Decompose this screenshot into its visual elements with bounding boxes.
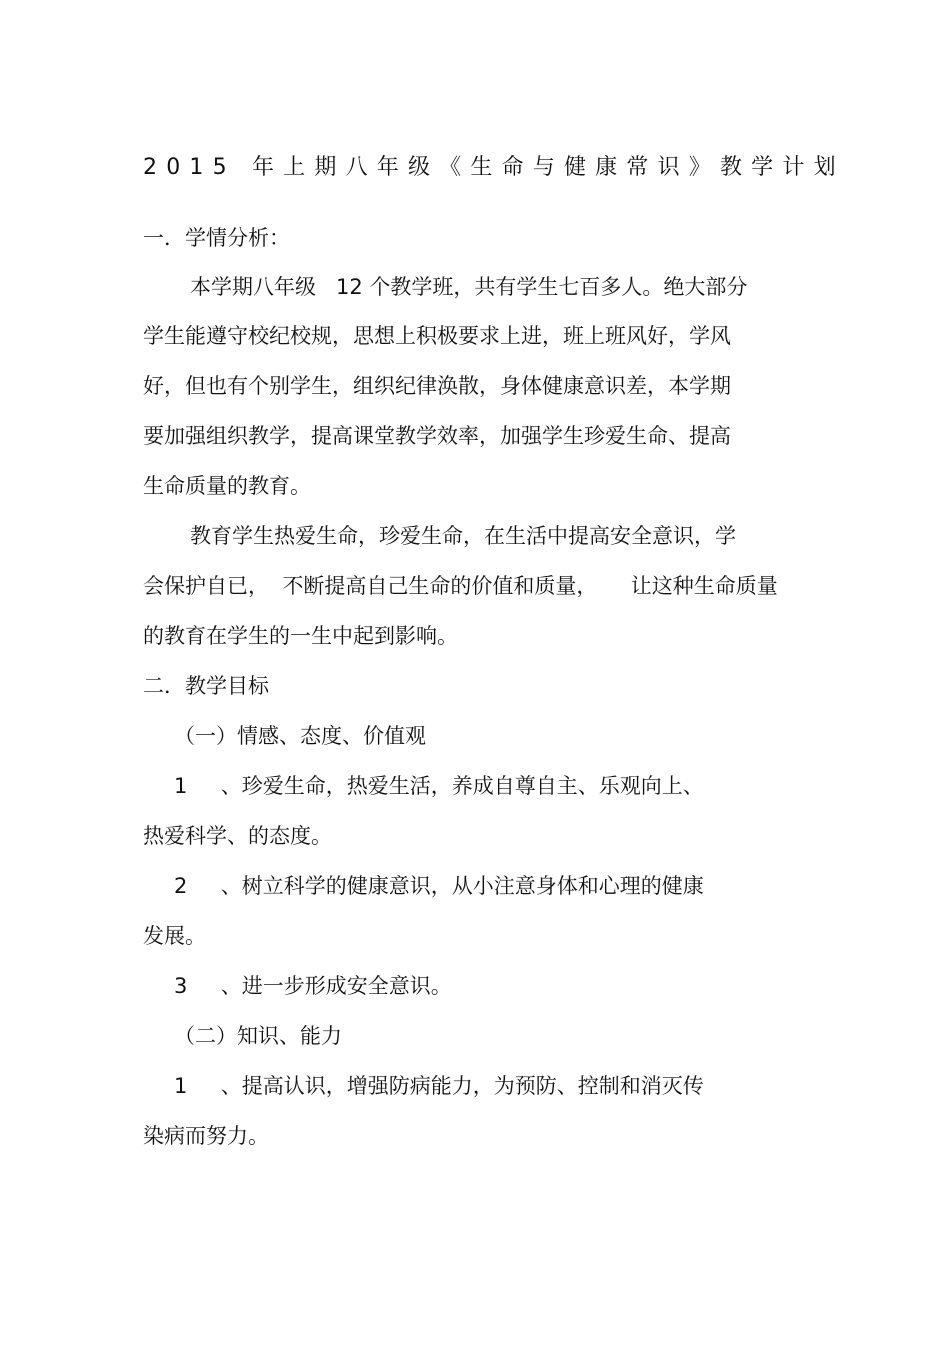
paragraph-line: 会保护自已， 不断提高自己生命的价值和质量， 让这种生命质量 (143, 574, 778, 598)
list-item: 3 、进一步形成安全意识。 (174, 974, 452, 998)
list-item: 1 、珍爱生命，热爱生活，养成自尊自主、乐观向上、 (174, 774, 704, 798)
document-title: 2015 年上期八年级《生命与健康常识》教学计划 (143, 155, 845, 180)
paragraph-line: 生命质量的教育。 (143, 474, 311, 498)
list-item-continuation: 发展。 (143, 924, 206, 948)
paragraph-line: 好，但也有个别学生，组织纪律涣散，身体健康意识差，本学期 (143, 374, 731, 398)
section-heading-goals: 二．教学目标 (143, 674, 269, 698)
paragraph-line: 本学期八年级 12 个教学班，共有学生七百多人。绝大部分 (190, 275, 748, 299)
list-item-continuation: 热爱科学、的态度。 (143, 824, 332, 848)
subsection-heading: （二）知识、能力 (174, 1024, 342, 1048)
list-item: 1 、提高认识，增强防病能力，为预防、控制和消灭传 (174, 1074, 704, 1098)
list-item: 2 、树立科学的健康意识，从小注意身体和心理的健康 (174, 874, 704, 898)
paragraph-line: 的教育在学生的一生中起到影响。 (143, 624, 458, 648)
paragraph-line: 学生能遵守校纪校规，思想上积极要求上进，班上班风好，学风 (143, 324, 731, 348)
section-heading-analysis: 一．学情分析： (143, 226, 290, 250)
list-item-continuation: 染病而努力。 (143, 1124, 269, 1148)
paragraph-line: 要加强组织教学，提高课堂教学效率，加强学生珍爱生命、提高 (143, 424, 731, 448)
subsection-heading: （一）情感、态度、价值观 (174, 724, 426, 748)
paragraph-line: 教育学生热爱生命，珍爱生命，在生活中提高安全意识，学 (190, 524, 736, 548)
